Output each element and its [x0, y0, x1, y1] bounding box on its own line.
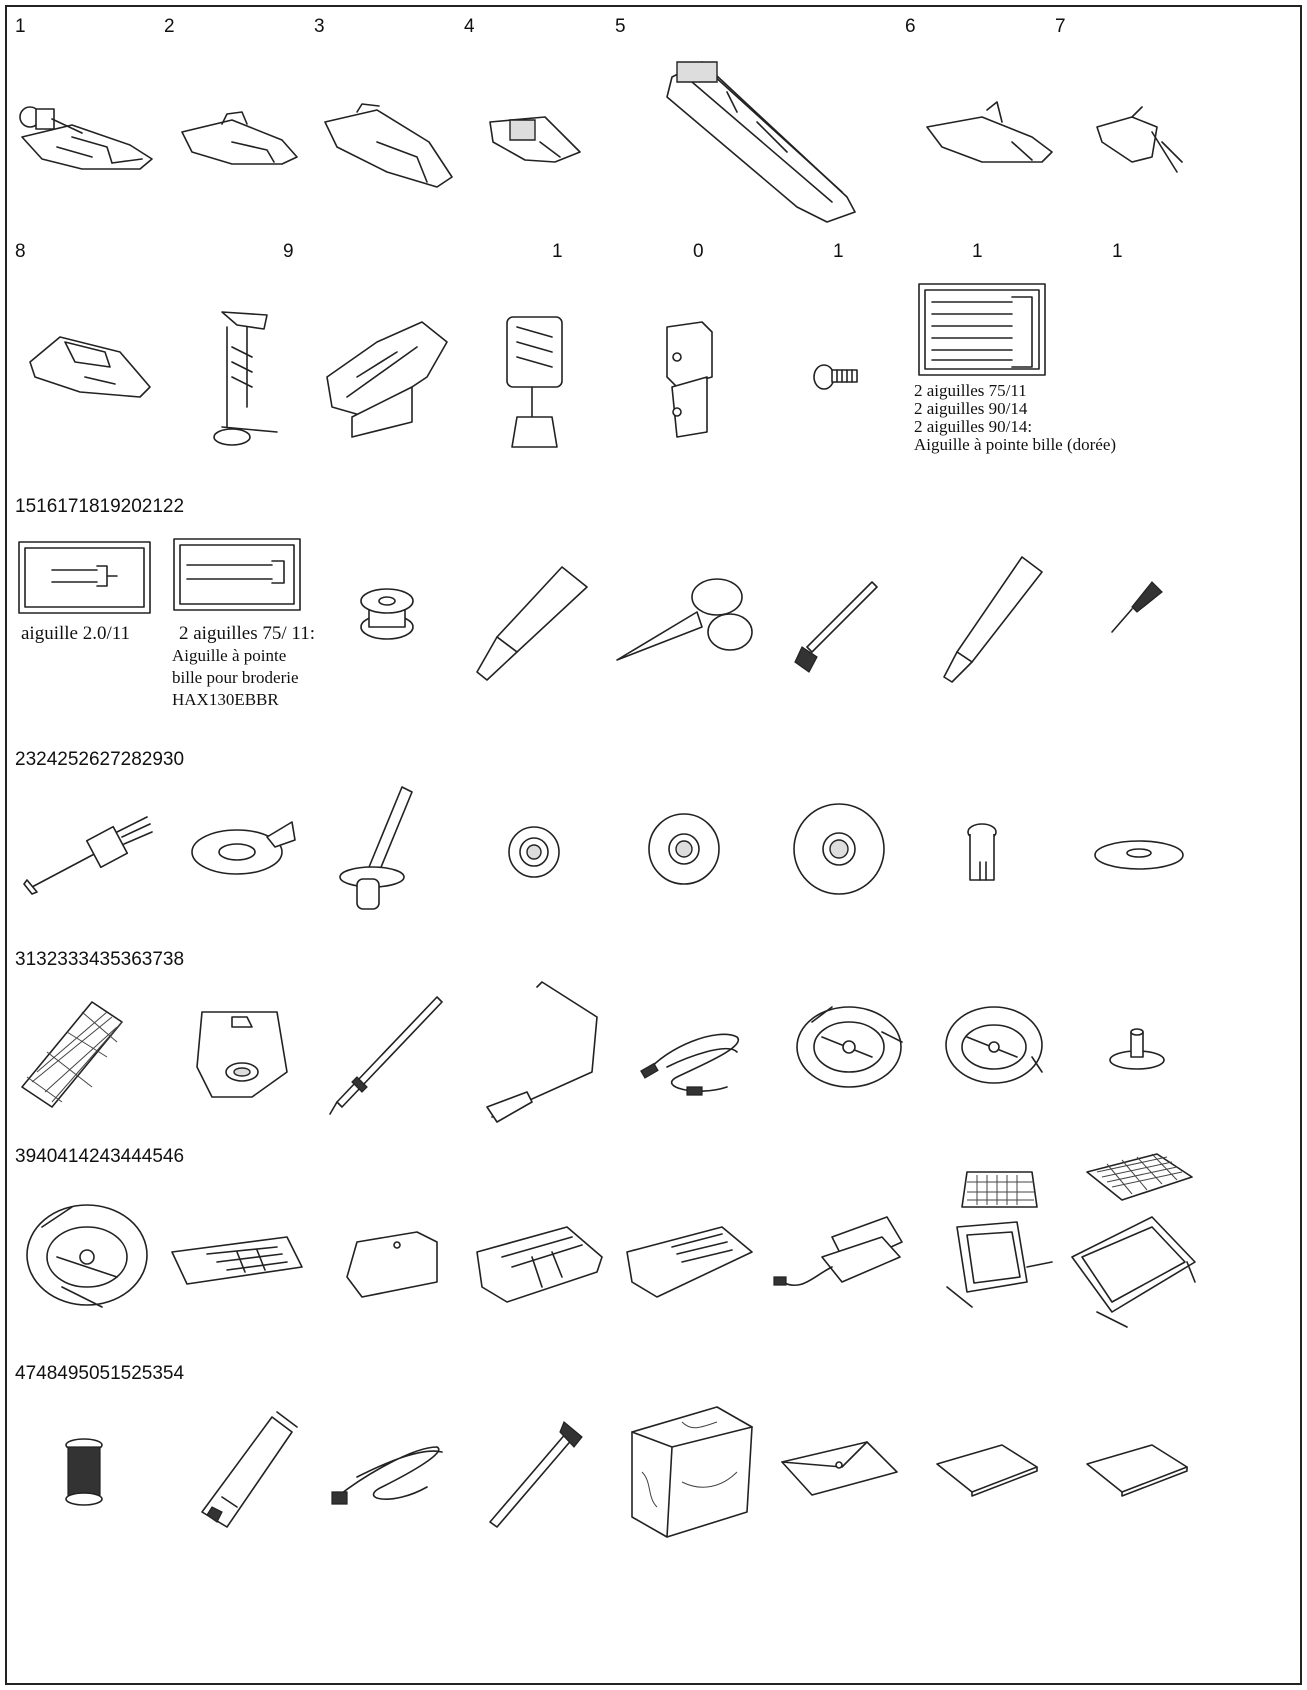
- embroidery-needle-caption-2: Aiguille à pointe: [172, 646, 287, 665]
- zipper-foot-icon: [1092, 102, 1187, 182]
- spool-pin-icon: [332, 782, 422, 917]
- accessories-sheet: [5, 5, 1302, 1685]
- embroidery-frame-small-icon: [942, 1167, 1052, 1332]
- cleaning-brush-icon: [787, 577, 882, 677]
- spool-felt-icon: [1092, 837, 1187, 872]
- spool-net-icon: [17, 997, 127, 1112]
- item-number: 0: [693, 241, 704, 262]
- spool-cap-small-icon: [507, 825, 562, 880]
- needle-pack-caption-2: 2 aiguilles 90/14: [914, 399, 1028, 418]
- accessory-bag-icon: [777, 1437, 902, 1497]
- monogramming-foot-icon: [172, 102, 302, 182]
- item-number: 2: [164, 16, 175, 37]
- item-number: 1: [833, 241, 844, 262]
- embroidery-needle-caption-3: bille pour broderie: [172, 668, 299, 687]
- item-number: 1: [552, 241, 563, 262]
- quick-reference-guide-icon: [1082, 1442, 1192, 1497]
- bobbin-thread-spool-icon: [62, 1437, 107, 1507]
- darning-foot-icon: [192, 307, 287, 452]
- spool-stand-icon: [1107, 1022, 1167, 1072]
- embroidery-frame-large-icon: [1067, 1152, 1197, 1347]
- needle-pack-caption-1: 2 aiguilles 75/11: [914, 381, 1027, 400]
- item-number: 8: [15, 241, 26, 262]
- row-heading: 1516171819202122: [15, 496, 185, 517]
- zigzag-foot-icon: [12, 97, 157, 192]
- buttonhole-sewing-foot-icon: [485, 112, 585, 172]
- buttonhole-foot-icon: [657, 52, 867, 222]
- knee-lifter-icon: [472, 977, 612, 1127]
- adapter-icon: [662, 317, 717, 442]
- item-number: 3: [314, 16, 325, 37]
- thread-spool-insert-icon: [962, 822, 1002, 887]
- straight-stitch-plate-icon: [167, 1232, 307, 1287]
- bobbin-cover-icon: [342, 1227, 442, 1302]
- touch-pen-icon: [327, 992, 447, 1117]
- dust-cover-icon: [622, 1402, 762, 1542]
- embroidery-foot-icon: [192, 1002, 292, 1102]
- embroidery-needle-pack-icon: [172, 537, 302, 612]
- item-number: 6: [905, 16, 916, 37]
- spool-cap-large-icon: [792, 802, 887, 897]
- embroidery-needle-caption-1: 2 aiguilles 75/ 11:: [179, 623, 315, 644]
- scissors-icon: [612, 572, 757, 667]
- spool-cap-medium-icon: [647, 812, 722, 887]
- row-heading: 3940414243444546: [15, 1146, 185, 1167]
- grease-tube-icon: [192, 1407, 302, 1537]
- blind-stitch-foot-icon: [922, 102, 1057, 172]
- eyelet-punch-icon: [932, 552, 1047, 687]
- item-number: 1: [1112, 241, 1123, 262]
- power-cord-icon: [332, 1437, 447, 1512]
- row-heading: 3132333435363738: [15, 949, 185, 970]
- operation-manual-icon: [932, 1442, 1042, 1497]
- bobbin-case-2-icon: [942, 997, 1047, 1092]
- satin-stitch-foot-icon: [25, 322, 155, 402]
- foot-controller-icon: [772, 1207, 907, 1302]
- item-number: 4: [464, 16, 475, 37]
- screw-icon: [812, 362, 862, 392]
- needle-pack-caption-4: Aiguille à pointe bille (dorée): [914, 435, 1117, 454]
- row-heading: 4748495051525354: [15, 1363, 185, 1384]
- lint-brush-icon: [482, 1412, 592, 1537]
- seam-ripper-icon: [472, 562, 592, 687]
- bobbin-icon: [357, 587, 417, 642]
- bobbin-case-icon: [792, 992, 907, 1097]
- item-number: 1: [15, 16, 26, 37]
- needle-pack-icon: [917, 282, 1047, 377]
- needle-pack-caption-3: 2 aiguilles 90/14:: [914, 417, 1033, 436]
- usb-cable-icon: [637, 1017, 747, 1107]
- screwdriver-icon: [1107, 577, 1167, 637]
- open-toe-darning-foot-icon: [497, 307, 572, 452]
- needle-plate-cover-icon: [472, 1217, 607, 1307]
- embroidery-needle-caption-4: HAX130EBBR: [172, 690, 279, 709]
- twin-needle-caption: aiguille 2.0/11: [21, 623, 131, 644]
- item-number: 7: [1055, 16, 1066, 37]
- item-number: 9: [283, 241, 294, 262]
- spool-insert-icon: [22, 812, 152, 892]
- bobbin-case-embroidery-icon: [22, 1197, 152, 1312]
- bobbin-cover-plate-icon: [622, 1222, 757, 1302]
- spool-cap-icon: [187, 812, 297, 877]
- twin-needle-icon: [17, 540, 152, 615]
- row-heading: 2324252627282930: [15, 749, 185, 770]
- item-number: 1: [972, 241, 983, 262]
- overcasting-foot-icon: [317, 102, 457, 192]
- walking-foot-icon: [317, 317, 452, 442]
- item-number: 5: [615, 16, 626, 37]
